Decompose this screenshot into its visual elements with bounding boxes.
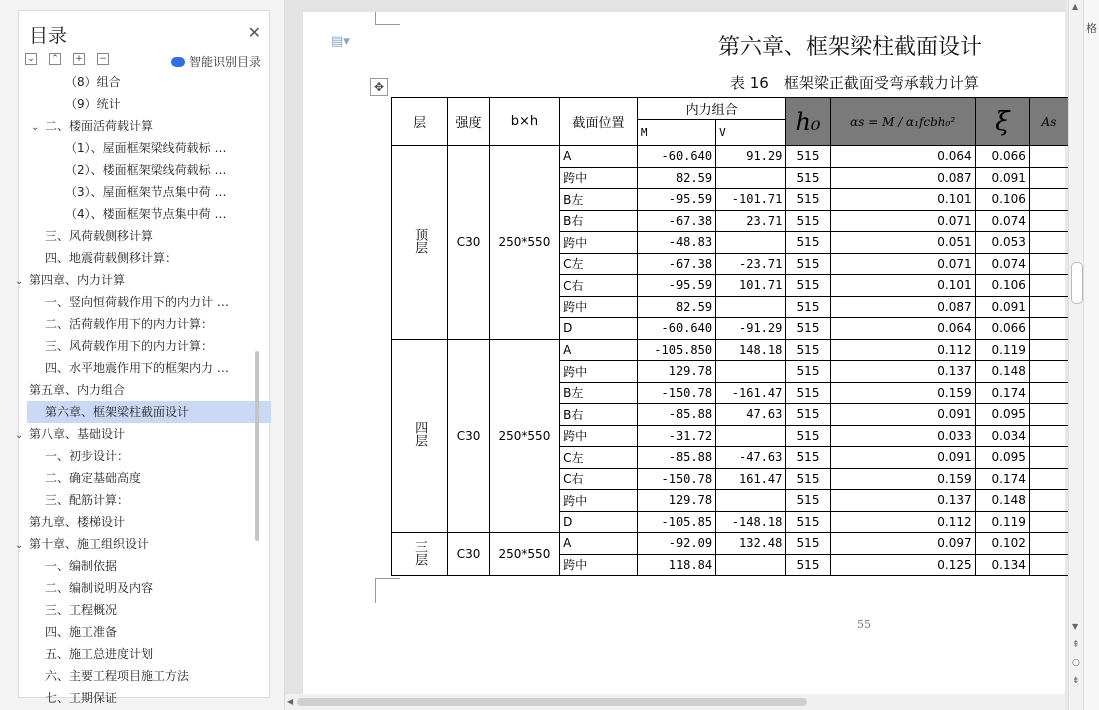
expand-up-icon[interactable]: ⌃ [49, 53, 61, 65]
bxh-cell [489, 533, 559, 576]
toc-item-label: 第五章、内力组合 [29, 383, 126, 397]
v-cell: 23.71 [716, 210, 786, 232]
v-cell: -91.29 [716, 318, 786, 340]
toc-item[interactable] [45, 467, 141, 489]
toc-item[interactable] [45, 445, 129, 467]
as-cell [1029, 210, 1068, 232]
toc-item[interactable] [27, 401, 271, 423]
header-v: V [716, 120, 786, 146]
toc-item[interactable] [45, 335, 213, 357]
h0-cell: 515 [786, 318, 830, 340]
header-xi: ξ [975, 98, 1029, 146]
m-cell: -60.640 [637, 146, 715, 168]
pos-cell: C右 [560, 275, 638, 297]
h0-cell: 515 [786, 533, 830, 555]
chevron-down-icon[interactable]: ⌄ [15, 430, 24, 441]
chevron-down-icon[interactable]: ⌄ [31, 122, 40, 133]
toc-item[interactable] [15, 533, 149, 555]
v-cell [716, 425, 786, 447]
toc-item[interactable] [45, 577, 153, 599]
as-cell [1029, 167, 1068, 189]
pos-cell: A [560, 339, 638, 361]
pos-cell: 跨中 [560, 167, 638, 189]
alpha-cell: 0.071 [830, 210, 975, 232]
table-body [392, 146, 1069, 576]
m-cell: -85.88 [637, 404, 715, 426]
toc-item-label: 二、确定基础高度 [45, 471, 142, 485]
header-as: As [1029, 98, 1068, 146]
add-item-icon[interactable]: + [73, 53, 85, 65]
v-cell [716, 296, 786, 318]
select-browse-icon[interactable]: ○ [1072, 658, 1080, 668]
toc-box [15, 10, 270, 705]
toc-title: 目录 [29, 25, 68, 47]
vertical-scrollbar[interactable] [1068, 0, 1083, 710]
toc-item-label: 四、施工准备 [45, 625, 118, 639]
as-cell [1029, 361, 1068, 383]
bxh-cell [489, 146, 559, 340]
as-cell [1029, 296, 1068, 318]
v-cell: -148.18 [716, 511, 786, 533]
bxh-cell [489, 339, 559, 533]
toc-item[interactable] [45, 599, 117, 621]
crop-mark [375, 12, 400, 25]
toc-item[interactable] [45, 357, 229, 379]
xi-cell: 0.066 [975, 146, 1029, 168]
v-cell: 47.63 [716, 404, 786, 426]
as-cell [1029, 447, 1068, 469]
v-cell: -23.71 [716, 253, 786, 275]
header-m: M [637, 120, 715, 146]
xi-cell: 0.095 [975, 404, 1029, 426]
as-cell [1029, 511, 1068, 533]
toc-item-label: 第六章、框架梁柱截面设计 [45, 405, 190, 419]
as-cell [1029, 533, 1068, 555]
pos-cell: A [560, 533, 638, 555]
m-cell: -150.78 [637, 382, 715, 404]
toc-scrollbar[interactable] [255, 351, 259, 541]
pos-cell: D [560, 511, 638, 533]
h0-cell: 515 [786, 275, 830, 297]
as-cell [1029, 146, 1068, 168]
pos-cell: A [560, 146, 638, 168]
xi-cell: 0.119 [975, 339, 1029, 361]
xi-cell: 0.095 [975, 447, 1029, 469]
toc-item[interactable] [65, 137, 226, 159]
h0-cell: 515 [786, 253, 830, 275]
toc-item[interactable] [29, 379, 125, 401]
v-cell: 161.47 [716, 468, 786, 490]
toc-item-label: 第十章、施工组织设计 [29, 537, 150, 551]
layer-cell [392, 339, 448, 533]
layer-cell [392, 533, 448, 576]
h0-cell: 515 [786, 468, 830, 490]
alpha-cell: 0.112 [830, 339, 975, 361]
m-cell: -95.59 [637, 189, 715, 211]
chevron-down-icon[interactable]: ⌄ [15, 276, 24, 287]
h0-cell: 515 [786, 146, 830, 168]
as-cell [1029, 404, 1068, 426]
v-cell: -47.63 [716, 447, 786, 469]
m-cell: -85.88 [637, 447, 715, 469]
toc-item-label: 五、施工总进度计划 [45, 647, 154, 661]
toc-item-label: 第九章、楼梯设计 [29, 515, 126, 529]
h0-cell: 515 [786, 167, 830, 189]
alpha-cell: 0.137 [830, 361, 975, 383]
strength-cell-text: C30 [456, 235, 481, 250]
ai-toc-button[interactable] [171, 53, 261, 70]
strength-cell-text: C30 [456, 547, 481, 561]
bxh-cell-text: 250*550 [498, 235, 551, 250]
toc-item-label: 一、竖向恒荷载作用下的内力计 … [45, 295, 229, 309]
next-page-icon[interactable]: ⇟ [1072, 676, 1080, 686]
as-cell [1029, 490, 1068, 512]
v-cell [716, 490, 786, 512]
alpha-cell: 0.071 [830, 253, 975, 275]
alpha-cell: 0.091 [830, 447, 975, 469]
as-cell [1029, 189, 1068, 211]
strength-cell-text: C30 [456, 428, 481, 443]
toc-item[interactable] [29, 511, 125, 533]
bxh-cell-text: 250*550 [498, 547, 551, 561]
xi-cell: 0.148 [975, 361, 1029, 383]
move-table-icon[interactable]: ✥ [370, 78, 388, 96]
xi-cell: 0.106 [975, 189, 1029, 211]
toc-item-label: （2）、楼面框架梁线荷载标 … [65, 163, 227, 177]
table-row [392, 146, 1069, 168]
pos-cell: 跨中 [560, 296, 638, 318]
strength-cell [448, 533, 489, 576]
toc-item-label: 三、工程概况 [45, 603, 118, 617]
alpha-cell: 0.091 [830, 404, 975, 426]
toc-item[interactable] [45, 247, 177, 269]
v-cell: -161.47 [716, 382, 786, 404]
vertical-scroll-thumb[interactable] [1071, 262, 1083, 304]
m-cell: 129.78 [637, 490, 715, 512]
as-cell [1029, 275, 1068, 297]
alpha-cell: 0.064 [830, 146, 975, 168]
pos-cell: D [560, 318, 638, 340]
toc-item-label: 三、风荷载侧移计算 [45, 229, 154, 243]
toc-item-label: 一、初步设计： [45, 449, 130, 463]
v-cell [716, 167, 786, 189]
alpha-cell: 0.033 [830, 425, 975, 447]
h0-cell: 515 [786, 361, 830, 383]
m-cell: 82.59 [637, 296, 715, 318]
right-panel-label[interactable]: 格 [1086, 22, 1097, 35]
header-alpha-formula: αs = M / α₁fcbh₀² [850, 114, 956, 129]
toc-item-label: 一、编制依据 [45, 559, 118, 573]
header-layer: 层 [392, 98, 448, 146]
alpha-cell: 0.101 [830, 189, 975, 211]
header-position: 截面位置 [560, 98, 638, 146]
toc-item-label: 二、楼面活荷载计算 [45, 119, 154, 133]
alpha-cell: 0.087 [830, 296, 975, 318]
h0-cell: 515 [786, 425, 830, 447]
m-cell: 129.78 [637, 361, 715, 383]
xi-cell: 0.053 [975, 232, 1029, 254]
as-cell [1029, 425, 1068, 447]
table-caption: 表 16 框架梁正截面受弯承载力计算 [730, 74, 979, 92]
horizontal-scrollbar[interactable] [285, 694, 1065, 710]
table-row [392, 533, 1069, 555]
toc-item[interactable] [45, 313, 213, 335]
toc-item-label: 四、地震荷载侧移计算： [45, 251, 178, 265]
m-cell: 82.59 [637, 167, 715, 189]
crop-mark [375, 578, 400, 603]
h0-cell: 515 [786, 339, 830, 361]
alpha-cell: 0.101 [830, 275, 975, 297]
pos-cell: 跨中 [560, 232, 638, 254]
h0-cell: 515 [786, 490, 830, 512]
chevron-down-icon[interactable]: ⌄ [15, 540, 24, 551]
prev-page-icon[interactable]: ⇞ [1072, 640, 1080, 650]
strength-cell [448, 339, 489, 533]
toc-item-label: 七、工期保证 [45, 691, 118, 705]
calc-table [391, 97, 1069, 576]
h0-cell: 515 [786, 232, 830, 254]
horizontal-scroll-thumb[interactable] [297, 698, 807, 706]
toc-item[interactable] [45, 621, 117, 643]
v-cell: -101.71 [716, 189, 786, 211]
toc-item-label: 二、活荷载作用下的内力计算： [45, 317, 214, 331]
v-cell [716, 361, 786, 383]
toc-item-label: （4）、楼面框架节点集中荷 … [65, 207, 227, 221]
toc-item[interactable] [65, 71, 121, 93]
layer-cell-text: 四层 [412, 421, 428, 448]
as-cell [1029, 253, 1068, 275]
pos-cell: 跨中 [560, 554, 638, 576]
xi-cell: 0.091 [975, 167, 1029, 189]
alpha-cell: 0.097 [830, 533, 975, 555]
h0-cell: 515 [786, 296, 830, 318]
toc-item-label: 四、水平地震作用下的框架内力 … [45, 361, 229, 375]
toc-item[interactable] [65, 181, 226, 203]
pos-cell: 跨中 [560, 361, 638, 383]
as-cell [1029, 382, 1068, 404]
xi-cell: 0.074 [975, 210, 1029, 232]
layer-cell-text: 顶层 [412, 227, 428, 254]
alpha-cell: 0.064 [830, 318, 975, 340]
alpha-cell: 0.087 [830, 167, 975, 189]
alpha-cell: 0.125 [830, 554, 975, 576]
toc-item[interactable] [15, 269, 125, 291]
xi-cell: 0.174 [975, 468, 1029, 490]
v-cell [716, 232, 786, 254]
alpha-cell: 0.112 [830, 511, 975, 533]
toc-item[interactable] [45, 643, 153, 665]
pos-cell: 跨中 [560, 425, 638, 447]
pos-cell: B右 [560, 210, 638, 232]
xi-cell: 0.106 [975, 275, 1029, 297]
toc-item[interactable] [45, 225, 153, 247]
toc-item[interactable] [65, 159, 226, 181]
v-cell: 132.48 [716, 533, 786, 555]
xi-cell: 0.119 [975, 511, 1029, 533]
toc-item-label: 三、风荷载作用下的内力计算： [45, 339, 214, 353]
toc-item[interactable] [31, 115, 153, 137]
h0-cell: 515 [786, 210, 830, 232]
m-cell: 118.84 [637, 554, 715, 576]
toc-panel [0, 0, 285, 710]
m-cell: -67.38 [637, 253, 715, 275]
toc-item-label: 第四章、内力计算 [29, 273, 126, 287]
toc-item[interactable] [45, 489, 129, 511]
header-h0: h₀ [786, 98, 830, 146]
right-side-panel [1083, 0, 1099, 710]
m-cell: -67.38 [637, 210, 715, 232]
m-cell: -31.72 [637, 425, 715, 447]
xi-cell: 0.174 [975, 382, 1029, 404]
m-cell: -60.640 [637, 318, 715, 340]
toc-list [15, 75, 259, 705]
pos-cell: B左 [560, 382, 638, 404]
m-cell: -105.850 [637, 339, 715, 361]
scroll-left-icon[interactable]: ◀ [287, 697, 294, 706]
document-icon[interactable]: ▤▾ [331, 34, 350, 49]
header-force: 内力组合 [637, 98, 786, 120]
h0-cell: 515 [786, 404, 830, 426]
toc-item[interactable] [65, 203, 226, 225]
m-cell: -105.85 [637, 511, 715, 533]
toc-item-label: （9）统计 [65, 97, 121, 111]
scroll-up-icon[interactable]: ▲ [1072, 2, 1079, 11]
xi-cell: 0.134 [975, 554, 1029, 576]
v-cell [716, 554, 786, 576]
h0-cell: 515 [786, 189, 830, 211]
table-viewport [391, 97, 1069, 577]
header-strength: 强度 [448, 98, 489, 146]
as-cell [1029, 232, 1068, 254]
collapse-all-icon[interactable]: ⌄ [25, 53, 37, 65]
m-cell: -150.78 [637, 468, 715, 490]
m-cell: -95.59 [637, 275, 715, 297]
toc-item-label: （3）、屋面框架节点集中荷 … [65, 185, 227, 199]
ai-icon [171, 57, 185, 67]
pos-cell: C右 [560, 468, 638, 490]
m-cell: -92.09 [637, 533, 715, 555]
toc-item-label: 二、编制说明及内容 [45, 581, 154, 595]
xi-cell: 0.066 [975, 318, 1029, 340]
pos-cell: B左 [560, 189, 638, 211]
chapter-title: 第六章、框架梁柱截面设计 [718, 35, 983, 60]
m-cell: -48.83 [637, 232, 715, 254]
table-row [392, 339, 1069, 361]
strength-cell [448, 146, 489, 340]
h0-cell: 515 [786, 447, 830, 469]
toc-item[interactable] [45, 665, 189, 687]
pos-cell: B右 [560, 404, 638, 426]
remove-item-icon[interactable]: − [97, 53, 109, 65]
pos-cell: C左 [560, 447, 638, 469]
xi-cell: 0.074 [975, 253, 1029, 275]
pos-cell: C左 [560, 253, 638, 275]
page-number: 55 [857, 618, 871, 631]
bxh-cell-text: 250*550 [498, 428, 551, 443]
toc-item-label: （8）组合 [65, 75, 121, 89]
close-icon[interactable]: ✕ [247, 23, 261, 42]
xi-cell: 0.148 [975, 490, 1029, 512]
as-cell [1029, 339, 1068, 361]
xi-cell: 0.102 [975, 533, 1029, 555]
as-cell [1029, 468, 1068, 490]
ai-toc-label: 智能识别目录 [188, 55, 261, 69]
alpha-cell: 0.051 [830, 232, 975, 254]
as-cell [1029, 554, 1068, 576]
toc-item[interactable] [45, 555, 117, 577]
v-cell: 148.18 [716, 339, 786, 361]
header-bxh: b×h [489, 98, 559, 146]
alpha-cell: 0.159 [830, 468, 975, 490]
h0-cell: 515 [786, 554, 830, 576]
header-alpha [830, 98, 975, 146]
layer-cell [392, 146, 448, 340]
xi-cell: 0.034 [975, 425, 1029, 447]
pos-cell: 跨中 [560, 490, 638, 512]
scroll-down-icon[interactable]: ▼ [1072, 622, 1079, 631]
as-cell [1029, 318, 1068, 340]
toc-item-label: 第八章、基础设计 [29, 427, 126, 441]
v-cell: 91.29 [716, 146, 786, 168]
alpha-cell: 0.137 [830, 490, 975, 512]
alpha-cell: 0.159 [830, 382, 975, 404]
h0-cell: 515 [786, 382, 830, 404]
toc-item[interactable] [45, 687, 117, 709]
xi-cell: 0.091 [975, 296, 1029, 318]
toc-item[interactable] [45, 291, 229, 313]
layer-cell-text: 三层 [412, 539, 428, 566]
toc-item[interactable] [65, 93, 121, 115]
h0-cell: 515 [786, 511, 830, 533]
toc-item-label: 三、配筋计算： [45, 493, 130, 507]
toc-item-label: （1）、屋面框架梁线荷载标 … [65, 141, 227, 155]
toc-item[interactable] [15, 423, 125, 445]
v-cell: 101.71 [716, 275, 786, 297]
toc-item-label: 六、主要工程项目施工方法 [45, 669, 190, 683]
